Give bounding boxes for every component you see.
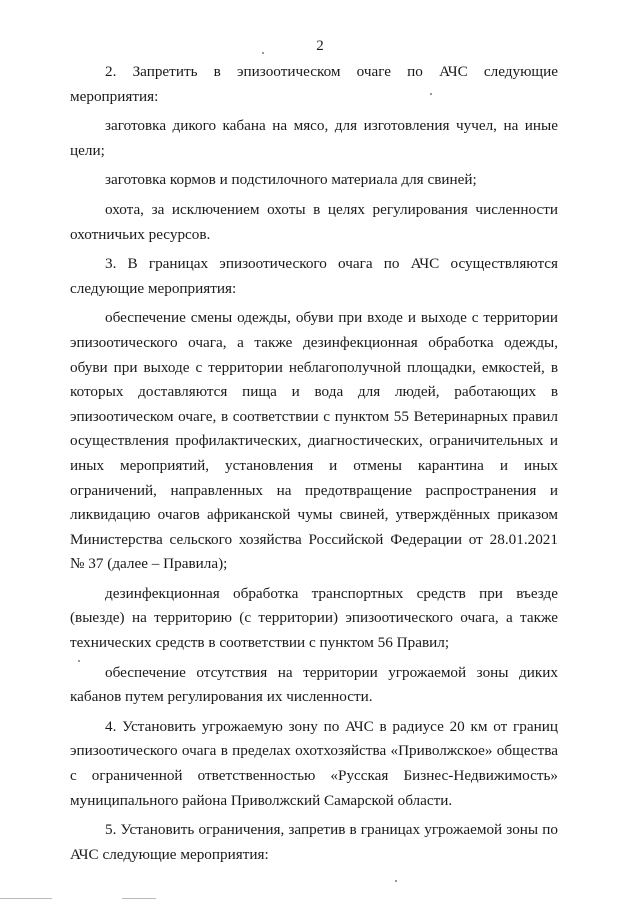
paragraph-item-4-threat-zone: 4. Установить угрожаемую зону по АЧС в радиусе 20 км от границ эпизоотического очага в пределах охотхозяйства «Приволжское» общества с ограниченной ответственностью «Русская Бизнес-Недвижимость» муниципального района Приволжский Самарской области. — [70, 717, 558, 809]
paragraph-clothing-disinfection: обеспечение смены одежды, обуви при входе и выходе с территории эпизоотического очага, а также дезинфекционная обработка одежды, обуви при выходе с территории неблагополучной площадки, емкостей, в которых доставляются пища и вода для людей, работающих в эпизоотическом очаге, в соответствии с пунктом 55 Ветеринарных правил осуществления профилактических, диагностических, ограничительных и иных мероприятий, установления и отмены карантина и иных ограничений, направленных на предотвращение распространения и ликвидацию очагов африканской чумы свиней, утверждённых приказом Министерства сельского хозяйства Российской Федерации от 28.01.2021 № 37 (далее – Правила); — [70, 309, 558, 573]
scan-speck — [395, 880, 397, 882]
paragraph-feed-harvest: заготовка кормов и подстилочного материала для свиней; — [105, 171, 477, 189]
scan-edge-line — [0, 898, 52, 899]
paragraph-item-5-restrictions: 5. Установить ограничения, запретив в границах угрожаемой зоны по АЧС следующие мероприятия: — [70, 821, 558, 863]
page-number: 2 — [316, 38, 324, 54]
scan-speck — [430, 93, 432, 95]
paragraph-hunting: охота, за исключением охоты в целях регулирования численности охотничьих ресурсов. — [70, 200, 558, 243]
paragraph-vehicle-disinfection: дезинфекционная обработка транспортных средств при въезде (выезде) на территорию (с территории) эпизоотического очага, а также технических средств в соответствии с пунктом 56 Правил; — [70, 584, 558, 652]
paragraph-item-2-header: 2. Запретить в эпизоотическом очаге по АЧС следующие мероприятия: — [70, 63, 558, 105]
scan-edge-line — [122, 898, 156, 899]
paragraph-item-3-header: 3. В границах эпизоотического очага по АЧС осуществляются следующие мероприятия: — [70, 255, 558, 297]
scan-speck — [262, 52, 264, 54]
document-body — [70, 60, 558, 872]
paragraph-boar-harvest: заготовка дикого кабана на мясо, для изготовления чучел, на иные цели; — [70, 117, 558, 159]
paragraph-wild-boar-absence: обеспечение отсутствия на территории угрожаемой зоны диких кабанов путем регулирования их численности. — [70, 663, 558, 706]
scan-speck — [78, 660, 80, 662]
